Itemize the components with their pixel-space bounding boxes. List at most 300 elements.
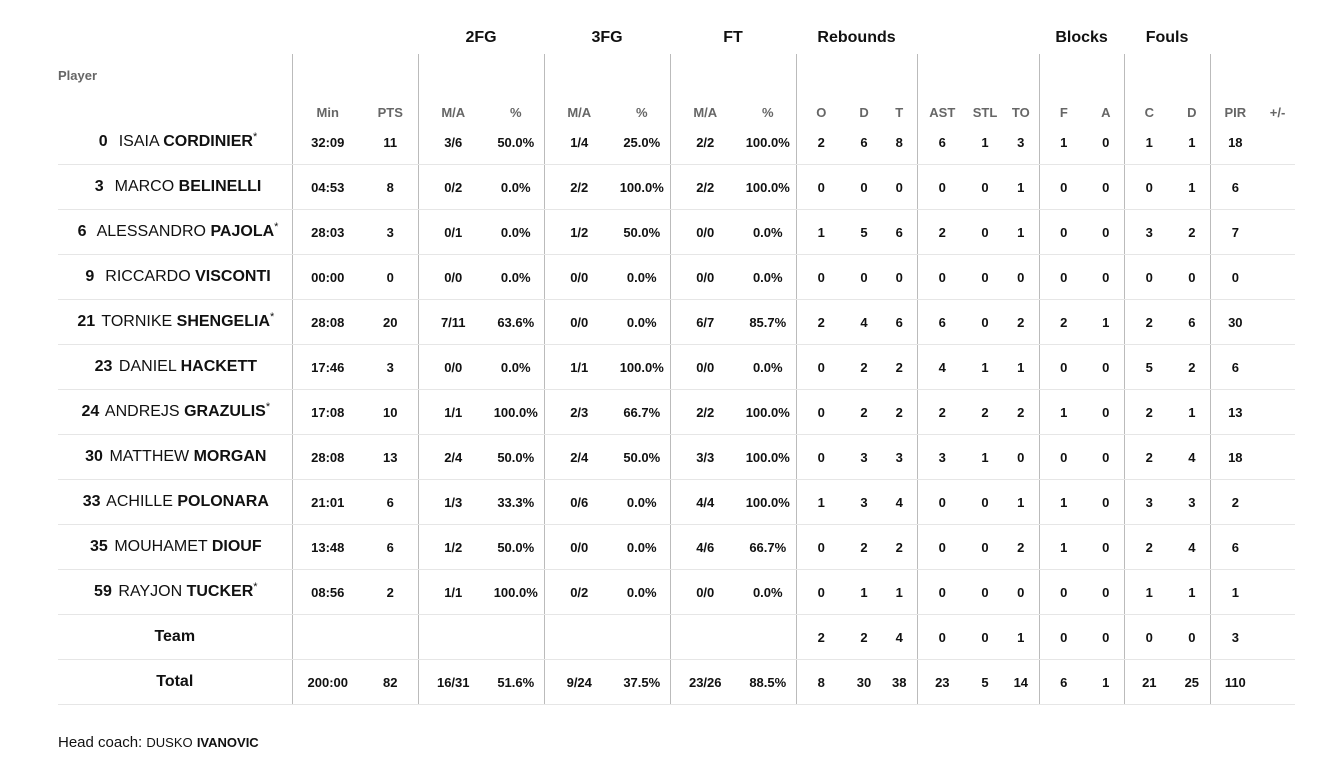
- cell-2fg-ma: 0/0: [418, 345, 488, 390]
- cell-2fg-ma: 3/6: [418, 120, 488, 165]
- cell-foul-d: 0: [1174, 615, 1210, 660]
- cell-reb-d: 6: [846, 120, 882, 165]
- col-ast: AST: [917, 54, 967, 120]
- cell-stl: 5: [967, 660, 1003, 705]
- col-ft-ma: M/A: [670, 54, 740, 120]
- player-cell: [58, 345, 292, 390]
- cell-3fg-pct: 0.0%: [614, 480, 670, 525]
- cell-blk-f: 0: [1039, 570, 1088, 615]
- starter-marker: *: [253, 581, 258, 593]
- cell-blk-a: 0: [1088, 525, 1124, 570]
- cell-3fg-ma: 2/2: [544, 165, 614, 210]
- cell-plus-minus: [1260, 615, 1295, 660]
- player-first-name: ANDREJS: [104, 403, 180, 420]
- cell-3fg-ma: 0/2: [544, 570, 614, 615]
- cell-2fg-pct: 50.0%: [488, 120, 544, 165]
- table-row: [58, 345, 1295, 390]
- cell-2fg-pct: 63.6%: [488, 300, 544, 345]
- cell-stl: 2: [967, 390, 1003, 435]
- cell-to: 1: [1003, 210, 1039, 255]
- col-3fg-ma: M/A: [544, 54, 614, 120]
- col-blk-a: A: [1101, 105, 1111, 120]
- cell-min: 17:46: [292, 345, 363, 390]
- cell-pts: 82: [363, 660, 418, 705]
- cell-reb-o: 2: [796, 120, 846, 165]
- cell-2fg-pct: 0.0%: [488, 165, 544, 210]
- team-row: [58, 615, 1295, 660]
- cell-ast: 0: [917, 525, 967, 570]
- group-3fg: 3FG: [591, 29, 623, 46]
- cell-pts: 3: [363, 345, 418, 390]
- cell-min: 08:56: [292, 570, 363, 615]
- col-reb-d: D: [859, 105, 869, 120]
- cell-reb-t: 4: [882, 480, 917, 525]
- starter-marker: *: [270, 311, 275, 323]
- player-last-name: CORDINIER: [163, 133, 253, 150]
- cell-blk-a: 0: [1088, 345, 1124, 390]
- cell-ft-pct: 0.0%: [740, 210, 796, 255]
- cell-blk-a: 1: [1088, 660, 1124, 705]
- cell-min: 00:00: [292, 255, 363, 300]
- cell-pir: 18: [1210, 435, 1260, 480]
- cell-ast: 2: [917, 390, 967, 435]
- cell-reb-o: 0: [796, 390, 846, 435]
- cell-2fg-pct: 100.0%: [488, 570, 544, 615]
- cell-reb-o: 1: [796, 480, 846, 525]
- cell-blk-f: 0: [1039, 210, 1088, 255]
- cell-pts: 10: [363, 390, 418, 435]
- cell-3fg-pct: 66.7%: [614, 390, 670, 435]
- table-row: [58, 525, 1295, 570]
- col-2fg-ma: M/A: [418, 54, 488, 120]
- player-last-name: VISCONTI: [195, 268, 271, 285]
- player-cell: [58, 480, 292, 525]
- player-first-name: ALESSANDRO: [96, 223, 206, 240]
- cell-ft-ma: 0/0: [670, 210, 740, 255]
- cell-reb-o: 8: [796, 660, 846, 705]
- head-coach-label: Head coach:: [58, 734, 143, 751]
- cell-ft-ma: [670, 615, 740, 660]
- cell-3fg-ma: 1/4: [544, 120, 614, 165]
- cell-3fg-pct: 50.0%: [614, 210, 670, 255]
- table-row: [58, 120, 1295, 165]
- cell-2fg-ma: [418, 615, 488, 660]
- cell-ast: 0: [917, 615, 967, 660]
- cell-stl: 0: [967, 525, 1003, 570]
- cell-plus-minus: [1260, 480, 1295, 525]
- cell-stl: 0: [967, 255, 1003, 300]
- player-cell: [58, 435, 292, 480]
- player-last-name: POLONARA: [177, 493, 269, 510]
- total-label: Total: [58, 660, 292, 705]
- cell-blk-a: 0: [1088, 615, 1124, 660]
- cell-blk-f: 0: [1039, 255, 1088, 300]
- cell-to: 2: [1003, 300, 1039, 345]
- cell-plus-minus: [1260, 210, 1295, 255]
- col-foul-c: C: [1124, 54, 1174, 120]
- cell-foul-d: 4: [1174, 525, 1210, 570]
- group-fouls: Fouls: [1145, 29, 1189, 46]
- col-3fg-pct: %: [635, 105, 648, 120]
- cell-reb-o: 0: [796, 435, 846, 480]
- cell-ft-pct: 0.0%: [740, 570, 796, 615]
- cell-pts: 20: [363, 300, 418, 345]
- player-number: 24: [81, 403, 100, 420]
- cell-pts: 8: [363, 165, 418, 210]
- cell-3fg-pct: 25.0%: [614, 120, 670, 165]
- cell-ast: 6: [917, 120, 967, 165]
- cell-pir: 3: [1210, 615, 1260, 660]
- player-number: 59: [94, 583, 112, 600]
- total-row: [58, 660, 1295, 705]
- player-first-name: MOUHAMET: [114, 538, 208, 555]
- cell-blk-a: 0: [1088, 570, 1124, 615]
- player-last-name: HACKETT: [180, 358, 258, 375]
- cell-reb-o: 0: [796, 525, 846, 570]
- cell-2fg-ma: 1/3: [418, 480, 488, 525]
- cell-foul-c: 0: [1124, 165, 1174, 210]
- cell-ft-pct: 100.0%: [740, 435, 796, 480]
- head-coach-first-name: DUSKO: [146, 735, 193, 750]
- cell-to: 0: [1003, 570, 1039, 615]
- cell-reb-o: 2: [796, 615, 846, 660]
- cell-ft-ma: 2/2: [670, 165, 740, 210]
- cell-min: 04:53: [292, 165, 363, 210]
- cell-pir: 30: [1210, 300, 1260, 345]
- cell-ft-pct: 100.0%: [740, 480, 796, 525]
- col-pir: PIR: [1210, 54, 1260, 120]
- cell-foul-d: 0: [1174, 255, 1210, 300]
- cell-3fg-pct: [614, 615, 670, 660]
- cell-2fg-pct: 50.0%: [488, 525, 544, 570]
- cell-3fg-pct: 100.0%: [614, 165, 670, 210]
- cell-min: 28:03: [292, 210, 363, 255]
- cell-foul-d: 6: [1174, 300, 1210, 345]
- player-last-name: BELINELLI: [178, 178, 262, 195]
- head-coach-last-name: IVANOVIC: [196, 735, 259, 750]
- cell-2fg-pct: 51.6%: [488, 660, 544, 705]
- cell-to: 2: [1003, 525, 1039, 570]
- cell-ft-pct: 100.0%: [740, 390, 796, 435]
- cell-reb-d: 5: [846, 210, 882, 255]
- player-cell: [58, 525, 292, 570]
- cell-pir: 1: [1210, 570, 1260, 615]
- col-foul-d: D: [1187, 105, 1197, 120]
- cell-blk-a: 1: [1088, 300, 1124, 345]
- cell-plus-minus: [1260, 120, 1295, 165]
- cell-2fg-ma: 1/1: [418, 390, 488, 435]
- cell-ast: 0: [917, 570, 967, 615]
- cell-pts: 0: [363, 255, 418, 300]
- cell-2fg-ma: 1/1: [418, 570, 488, 615]
- group-blocks: Blocks: [1055, 29, 1108, 46]
- cell-pts: 13: [363, 435, 418, 480]
- cell-reb-t: 1: [882, 570, 917, 615]
- cell-2fg-ma: 16/31: [418, 660, 488, 705]
- group-2fg: 2FG: [465, 29, 497, 46]
- cell-3fg-ma: 0/6: [544, 480, 614, 525]
- player-cell: [58, 300, 292, 345]
- cell-ft-ma: 6/7: [670, 300, 740, 345]
- cell-blk-f: 0: [1039, 615, 1088, 660]
- group-ft: FT: [723, 29, 743, 46]
- cell-foul-d: 1: [1174, 390, 1210, 435]
- cell-blk-f: 6: [1039, 660, 1088, 705]
- cell-pir: 6: [1210, 525, 1260, 570]
- cell-to: 2: [1003, 390, 1039, 435]
- cell-ft-pct: 100.0%: [740, 165, 796, 210]
- cell-blk-f: 1: [1039, 480, 1088, 525]
- player-last-name: SHENGELIA: [176, 313, 270, 330]
- cell-reb-t: 3: [882, 435, 917, 480]
- cell-pts: [363, 615, 418, 660]
- cell-foul-c: 0: [1124, 255, 1174, 300]
- player-cell: [58, 120, 292, 165]
- cell-foul-c: 2: [1124, 300, 1174, 345]
- cell-plus-minus: [1260, 435, 1295, 480]
- cell-2fg-pct: 50.0%: [488, 435, 544, 480]
- cell-foul-c: 2: [1124, 390, 1174, 435]
- cell-ft-ma: 4/6: [670, 525, 740, 570]
- player-number: 23: [94, 358, 113, 375]
- cell-to: 1: [1003, 165, 1039, 210]
- cell-min: 21:01: [292, 480, 363, 525]
- cell-foul-c: 0: [1124, 615, 1174, 660]
- cell-foul-c: 2: [1124, 525, 1174, 570]
- cell-pir: 6: [1210, 345, 1260, 390]
- cell-reb-o: 1: [796, 210, 846, 255]
- cell-blk-f: 1: [1039, 390, 1088, 435]
- cell-foul-d: 3: [1174, 480, 1210, 525]
- col-player: Player: [58, 68, 98, 83]
- box-score-body: [58, 120, 1295, 705]
- cell-reb-d: 3: [846, 435, 882, 480]
- cell-3fg-ma: 2/4: [544, 435, 614, 480]
- cell-reb-d: 2: [846, 525, 882, 570]
- cell-ft-pct: 100.0%: [740, 120, 796, 165]
- cell-ft-pct: 0.0%: [740, 345, 796, 390]
- cell-plus-minus: [1260, 390, 1295, 435]
- player-number: 3: [94, 178, 104, 195]
- cell-blk-f: 0: [1039, 165, 1088, 210]
- cell-ft-ma: 0/0: [670, 570, 740, 615]
- col-to: TO: [1011, 105, 1030, 120]
- player-first-name: TORNIKE: [101, 313, 173, 330]
- cell-blk-a: 0: [1088, 390, 1124, 435]
- box-score-table: [58, 22, 1295, 705]
- col-stl: STL: [972, 105, 998, 120]
- player-first-name: RAYJON: [118, 583, 183, 600]
- cell-blk-f: 2: [1039, 300, 1088, 345]
- starter-marker: *: [265, 401, 271, 413]
- cell-pts: 6: [363, 525, 418, 570]
- cell-foul-c: 21: [1124, 660, 1174, 705]
- cell-2fg-pct: 100.0%: [488, 390, 544, 435]
- cell-stl: 0: [967, 480, 1003, 525]
- cell-reb-d: 30: [846, 660, 882, 705]
- cell-reb-t: 0: [882, 165, 917, 210]
- starter-marker: *: [252, 131, 258, 143]
- player-last-name: PAJOLA: [210, 223, 275, 240]
- cell-reb-o: 0: [796, 165, 846, 210]
- cell-min: 13:48: [292, 525, 363, 570]
- cell-ft-pct: 66.7%: [740, 525, 796, 570]
- cell-stl: 1: [967, 345, 1003, 390]
- player-cell: [58, 255, 292, 300]
- cell-reb-d: 0: [846, 165, 882, 210]
- cell-min: [292, 615, 363, 660]
- cell-2fg-pct: 0.0%: [488, 255, 544, 300]
- cell-2fg-ma: 0/1: [418, 210, 488, 255]
- cell-min: 28:08: [292, 300, 363, 345]
- cell-stl: 0: [967, 300, 1003, 345]
- table-row: [58, 435, 1295, 480]
- cell-pir: 13: [1210, 390, 1260, 435]
- cell-reb-t: 6: [882, 300, 917, 345]
- cell-pir: 110: [1210, 660, 1260, 705]
- team-label: Team: [58, 615, 292, 660]
- cell-3fg-pct: 0.0%: [614, 525, 670, 570]
- cell-2fg-ma: 0/2: [418, 165, 488, 210]
- cell-reb-d: 3: [846, 480, 882, 525]
- player-cell: [58, 165, 292, 210]
- cell-min: 17:08: [292, 390, 363, 435]
- cell-ft-ma: 0/0: [670, 345, 740, 390]
- cell-ast: 0: [917, 165, 967, 210]
- cell-stl: 0: [967, 615, 1003, 660]
- player-cell: [58, 210, 292, 255]
- player-last-name: MORGAN: [193, 448, 267, 465]
- player-number: 9: [85, 268, 95, 285]
- cell-to: 1: [1003, 480, 1039, 525]
- cell-blk-f: 1: [1039, 525, 1088, 570]
- cell-plus-minus: [1260, 165, 1295, 210]
- cell-plus-minus: [1260, 300, 1295, 345]
- cell-blk-a: 0: [1088, 255, 1124, 300]
- player-first-name: ACHILLE: [106, 493, 173, 510]
- col-pts: PTS: [377, 105, 403, 120]
- cell-foul-d: 2: [1174, 210, 1210, 255]
- cell-foul-d: 4: [1174, 435, 1210, 480]
- table-row: [58, 165, 1295, 210]
- cell-blk-a: 0: [1088, 480, 1124, 525]
- group-header-row: [58, 22, 1295, 54]
- player-cell: [58, 390, 292, 435]
- cell-reb-o: 0: [796, 570, 846, 615]
- cell-reb-o: 2: [796, 300, 846, 345]
- cell-ast: 3: [917, 435, 967, 480]
- cell-ast: 2: [917, 210, 967, 255]
- cell-ft-pct: [740, 615, 796, 660]
- player-last-name: DIOUF: [211, 538, 262, 555]
- cell-foul-d: 1: [1174, 570, 1210, 615]
- table-row: [58, 390, 1295, 435]
- player-number: 33: [82, 493, 101, 510]
- cell-2fg-ma: 0/0: [418, 255, 488, 300]
- cell-ast: 23: [917, 660, 967, 705]
- table-row: [58, 255, 1295, 300]
- box-score: [58, 22, 1295, 705]
- cell-reb-t: 8: [882, 120, 917, 165]
- cell-3fg-ma: 1/1: [544, 345, 614, 390]
- player-last-name: TUCKER: [186, 583, 254, 600]
- cell-foul-c: 5: [1124, 345, 1174, 390]
- starter-marker: *: [274, 221, 279, 233]
- col-ft-pct: %: [761, 105, 774, 120]
- cell-to: 0: [1003, 435, 1039, 480]
- cell-reb-t: 6: [882, 210, 917, 255]
- cell-ft-pct: 88.5%: [740, 660, 796, 705]
- player-number: 35: [89, 538, 108, 555]
- col-reb-o: O: [796, 54, 846, 120]
- cell-plus-minus: [1260, 570, 1295, 615]
- cell-3fg-pct: 0.0%: [614, 255, 670, 300]
- cell-3fg-ma: [544, 615, 614, 660]
- cell-to: 14: [1003, 660, 1039, 705]
- cell-blk-a: 0: [1088, 435, 1124, 480]
- cell-stl: 1: [967, 435, 1003, 480]
- cell-blk-f: 1: [1039, 120, 1088, 165]
- cell-reb-d: 2: [846, 615, 882, 660]
- cell-to: 1: [1003, 615, 1039, 660]
- group-rebounds: Rebounds: [817, 29, 896, 46]
- cell-ft-ma: 0/0: [670, 255, 740, 300]
- player-first-name: ISAIA: [118, 133, 159, 150]
- cell-reb-d: 0: [846, 255, 882, 300]
- cell-2fg-pct: 33.3%: [488, 480, 544, 525]
- col-blk-f: F: [1039, 54, 1088, 120]
- cell-plus-minus: [1260, 255, 1295, 300]
- cell-2fg-pct: 0.0%: [488, 210, 544, 255]
- cell-2fg-pct: [488, 615, 544, 660]
- cell-reb-d: 1: [846, 570, 882, 615]
- cell-reb-t: 38: [882, 660, 917, 705]
- cell-stl: 0: [967, 165, 1003, 210]
- table-row: [58, 480, 1295, 525]
- cell-3fg-ma: 2/3: [544, 390, 614, 435]
- cell-reb-d: 2: [846, 345, 882, 390]
- cell-ft-ma: 2/2: [670, 390, 740, 435]
- cell-3fg-pct: 50.0%: [614, 435, 670, 480]
- cell-pir: 2: [1210, 480, 1260, 525]
- player-number: 21: [77, 313, 96, 330]
- cell-reb-d: 4: [846, 300, 882, 345]
- cell-2fg-ma: 7/11: [418, 300, 488, 345]
- cell-3fg-pct: 0.0%: [614, 300, 670, 345]
- cell-2fg-ma: 2/4: [418, 435, 488, 480]
- cell-blk-a: 0: [1088, 210, 1124, 255]
- cell-3fg-ma: 0/0: [544, 525, 614, 570]
- col-plus-minus: +/-: [1269, 105, 1286, 120]
- cell-ft-ma: 2/2: [670, 120, 740, 165]
- cell-3fg-ma: 0/0: [544, 255, 614, 300]
- cell-ft-pct: 0.0%: [740, 255, 796, 300]
- cell-ast: 0: [917, 255, 967, 300]
- col-reb-t: T: [895, 105, 904, 120]
- cell-reb-o: 0: [796, 345, 846, 390]
- cell-stl: 0: [967, 210, 1003, 255]
- cell-pir: 0: [1210, 255, 1260, 300]
- cell-ast: 6: [917, 300, 967, 345]
- cell-stl: 0: [967, 570, 1003, 615]
- cell-pts: 3: [363, 210, 418, 255]
- cell-3fg-pct: 37.5%: [614, 660, 670, 705]
- cell-pir: 18: [1210, 120, 1260, 165]
- cell-3fg-pct: 0.0%: [614, 570, 670, 615]
- cell-ft-ma: 23/26: [670, 660, 740, 705]
- cell-to: 0: [1003, 255, 1039, 300]
- player-first-name: RICCARDO: [105, 268, 191, 285]
